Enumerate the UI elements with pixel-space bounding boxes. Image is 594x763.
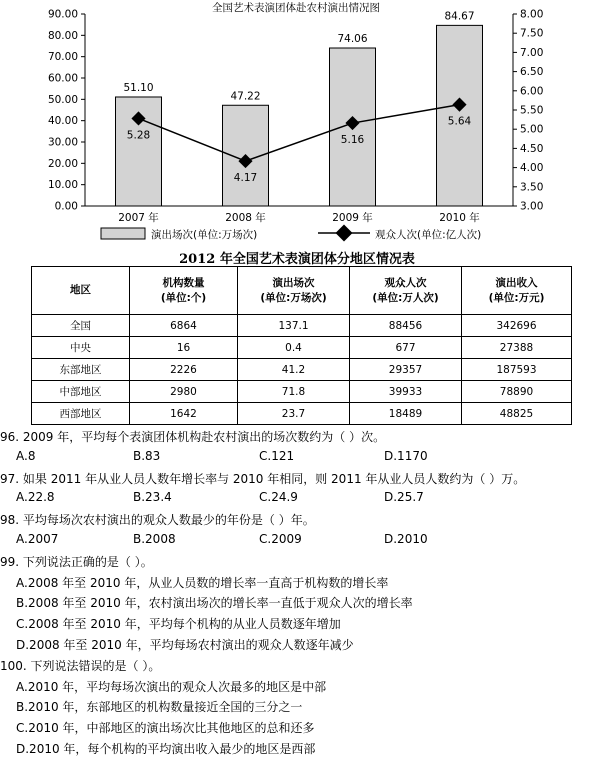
right-tick-label: 4.50 — [520, 142, 544, 155]
value-cell: 1642 — [130, 403, 238, 425]
line-value-label: 5.16 — [340, 134, 365, 147]
value-cell: 88456 — [350, 315, 462, 337]
right-tick-label: 8.00 — [520, 8, 544, 21]
bar-value-label: 47.22 — [230, 90, 261, 103]
value-cell: 27388 — [462, 337, 572, 359]
answer-option[interactable]: C.2010 年，中部地区的演出场次比其他地区的总和还多 — [16, 721, 315, 736]
answer-option[interactable]: A.22.8 — [16, 490, 55, 505]
left-tick-label: 90.00 — [47, 8, 78, 21]
answer-option[interactable]: D.1170 — [384, 448, 428, 463]
line-value-label: 5.64 — [447, 115, 472, 128]
left-tick-label: 60.00 — [47, 72, 78, 85]
answer-option[interactable]: A.2007 — [16, 532, 59, 546]
answer-option[interactable]: C.121 — [259, 448, 295, 463]
category-label: 2007 年 — [118, 212, 159, 224]
region-cell: 中央 — [32, 337, 130, 359]
value-cell: 2980 — [130, 381, 238, 403]
line-value-label: 5.28 — [126, 129, 151, 142]
header-institutions: 机构数量 (单位:个) — [130, 267, 238, 315]
bar-value-label: 74.06 — [337, 33, 368, 46]
value-cell: 41.2 — [238, 359, 350, 381]
table-title: 2012 年全国艺术表演团体分地区情况表 — [179, 252, 415, 267]
answer-option[interactable]: D.2010 — [384, 532, 428, 546]
region-cell: 中部地区 — [32, 381, 130, 403]
value-cell: 6864 — [130, 315, 238, 337]
category-label: 2009 年 — [332, 212, 373, 224]
right-tick-label: 7.00 — [520, 46, 544, 59]
table-row — [32, 337, 572, 359]
answer-option[interactable]: B.2008 年至 2010 年，农村演出场次的增长率一直低于观众人次的增长率 — [16, 596, 413, 611]
answer-option[interactable]: A.2008 年至 2010 年，从业人员数的增长率一直高于机构数的增长率 — [16, 575, 389, 590]
legend-line-label: 观众人次(单位:亿人次) — [375, 229, 482, 241]
bar-value-label: 51.10 — [123, 81, 154, 94]
table-row — [32, 359, 572, 381]
category-label: 2008 年 — [225, 212, 266, 224]
value-cell: 187593 — [462, 359, 572, 381]
left-tick-label: 70.00 — [47, 51, 78, 64]
region-stats-table — [31, 266, 572, 425]
answer-option[interactable]: B.83 — [133, 448, 161, 463]
table-header-row — [32, 267, 572, 315]
answer-option[interactable]: A.2010 年，平均每场次演出的观众人次最多的地区是中部 — [16, 679, 327, 694]
value-cell: 677 — [350, 337, 462, 359]
answer-option[interactable]: D.25.7 — [384, 490, 424, 505]
value-cell: 29357 — [350, 359, 462, 381]
right-tick-label: 7.50 — [520, 27, 544, 40]
value-cell: 48825 — [462, 403, 572, 425]
right-tick-label: 3.00 — [520, 200, 544, 213]
left-tick-label: 40.00 — [47, 115, 78, 128]
line-value-label: 4.17 — [233, 172, 258, 185]
question-stem: 96. 2009 年，平均每个表演团体机构赴农村演出的场次数约为（ ）次。 — [0, 430, 386, 444]
table-row — [32, 381, 572, 403]
category-label: 2010 年 — [439, 212, 480, 224]
value-cell: 18489 — [350, 403, 462, 425]
region-cell: 西部地区 — [32, 403, 130, 425]
legend-bar-swatch — [101, 228, 145, 239]
header-performances: 演出场次 (单位:万场次) — [238, 267, 350, 315]
header-region: 地区 — [32, 267, 130, 315]
right-tick-label: 3.50 — [520, 181, 544, 194]
question-stem: 99. 下列说法正确的是（ ）。 — [0, 554, 153, 569]
audience-line — [139, 105, 460, 161]
question-stem: 97. 如果 2011 年从业人员人数年增长率与 2010 年相同，则 2011 年从业人员人数约为（ ）万。 — [0, 471, 526, 486]
right-tick-label: 5.50 — [520, 104, 544, 117]
answer-option[interactable]: B.23.4 — [133, 490, 172, 505]
answer-option[interactable]: C.24.9 — [259, 490, 298, 505]
region-cell: 全国 — [32, 315, 130, 337]
value-cell: 0.4 — [238, 337, 350, 359]
value-cell: 16 — [130, 337, 238, 359]
answer-option[interactable]: C.2008 年至 2010 年，平均每个机构的从业人员数逐年增加 — [16, 617, 341, 632]
value-cell: 137.1 — [238, 315, 350, 337]
answer-option[interactable]: D.2010 年，每个机构的平均演出收入最少的地区是西部 — [16, 742, 316, 756]
left-tick-label: 80.00 — [47, 29, 78, 42]
header-audience: 观众人次 (单位:万人次) — [350, 267, 462, 315]
left-tick-label: 20.00 — [47, 157, 78, 170]
table-row — [32, 315, 572, 337]
right-tick-label: 6.50 — [520, 66, 544, 79]
table-row — [32, 403, 572, 425]
value-cell: 342696 — [462, 315, 572, 337]
question-stem: 98. 平均每场次农村演出的观众人数最少的年份是（ ）年。 — [0, 513, 315, 528]
answer-option[interactable]: B.2010 年，东部地区的机构数量接近全国的三分之一 — [16, 700, 303, 715]
left-tick-label: 0.00 — [54, 200, 78, 213]
value-cell: 2226 — [130, 359, 238, 381]
left-tick-label: 10.00 — [47, 179, 78, 192]
value-cell: 71.8 — [238, 381, 350, 403]
value-cell: 23.7 — [238, 403, 350, 425]
bar-value-label: 84.67 — [444, 10, 475, 23]
answer-option[interactable]: A.8 — [16, 448, 36, 463]
right-tick-label: 5.00 — [520, 123, 544, 136]
right-tick-label: 4.00 — [520, 162, 544, 175]
region-cell: 东部地区 — [32, 359, 130, 381]
answer-option[interactable]: D.2008 年至 2010 年，平均每场农村演出的观众人数逐年减少 — [16, 638, 354, 652]
right-tick-label: 6.00 — [520, 85, 544, 98]
chart-title: 全国艺术表演团体赴农村演出情况图 — [212, 2, 380, 14]
left-tick-label: 30.00 — [47, 136, 78, 149]
legend-diamond-marker — [336, 225, 353, 242]
header-revenue: 演出收入 (单位:万元) — [462, 267, 572, 315]
value-cell: 39933 — [350, 381, 462, 403]
question-stem: 100. 下列说法错误的是（ ）。 — [0, 658, 161, 673]
left-tick-label: 50.00 — [47, 93, 78, 106]
performance-chart — [0, 0, 594, 250]
answer-option[interactable]: B.2008 — [133, 532, 176, 546]
value-cell: 78890 — [462, 381, 572, 403]
answer-option[interactable]: C.2009 — [259, 532, 302, 546]
legend-bar-label: 演出场次(单位:万场次) — [151, 229, 258, 241]
